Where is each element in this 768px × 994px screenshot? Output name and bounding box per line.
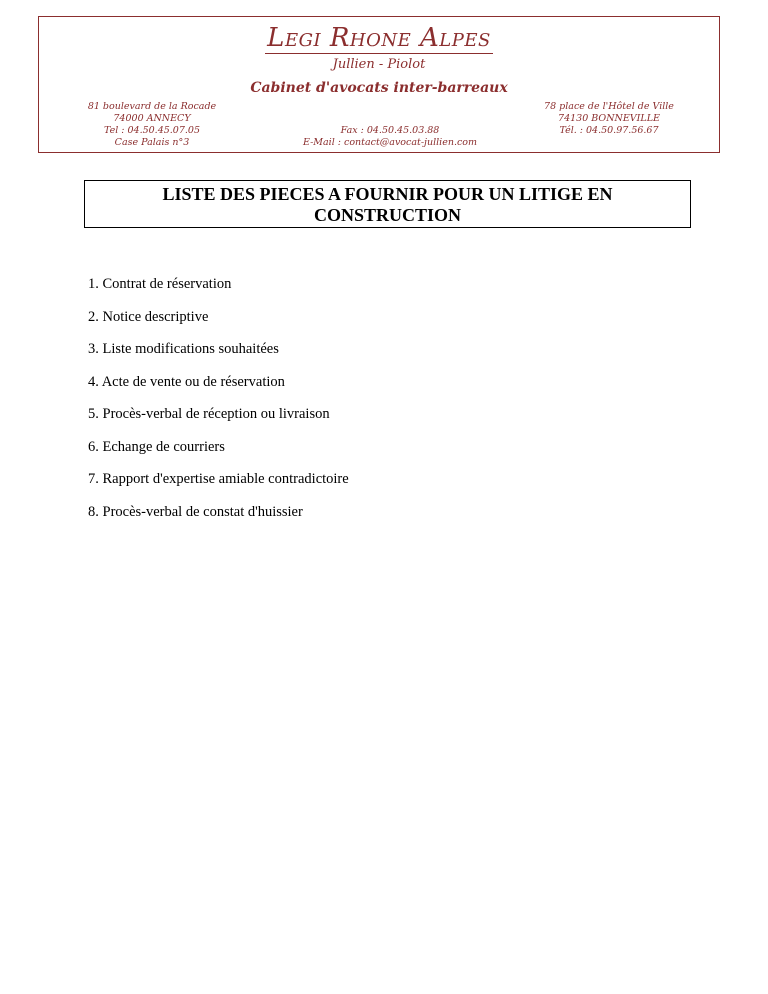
list-item: 7. Rapport d'expertise amiable contradictoire xyxy=(88,471,349,487)
letterhead xyxy=(38,16,720,153)
list-item: 8. Procès-verbal de constat d'huissier xyxy=(88,503,303,520)
list-item: 5. Procès-verbal de réception ou livraison xyxy=(88,406,330,422)
annecy-case-palais: Case Palais n°3 xyxy=(114,137,190,148)
fax-number: Fax : 04.50.45.03.88 xyxy=(340,125,440,136)
list-item: 2. Notice descriptive xyxy=(88,308,209,325)
partners-names: Jullien - Piolot xyxy=(332,57,426,72)
list-item: 6. Echange de courriers xyxy=(88,438,225,455)
title-line-2: CONSTRUCTION xyxy=(313,205,462,225)
bonneville-phone: Tél. : 04.50.97.56.67 xyxy=(559,125,659,136)
annecy-address xyxy=(67,101,237,149)
list-item: 4. Acte de vente ou de réservation xyxy=(88,373,285,390)
pieces-list xyxy=(88,275,349,535)
annecy-phone: Tel : 04.50.45.07.05 xyxy=(103,125,201,136)
annecy-street: 81 boulevard de la Rocade xyxy=(87,101,217,112)
brand-name: Legi Rhone Alpes xyxy=(267,23,491,53)
contact-info xyxy=(275,125,505,149)
title-line-1: LISTE DES PIECES A FOURNIR POUR UN LITIGE EN xyxy=(162,184,613,204)
list-item: 3. Liste modifications souhaitées xyxy=(88,341,279,357)
cabinet-subtitle: Cabinet d'avocats inter-barreaux xyxy=(250,80,508,96)
annecy-city: 74000 ANNECY xyxy=(113,113,191,124)
bonneville-street: 78 place de l'Hôtel de Ville xyxy=(544,101,674,112)
bonneville-address xyxy=(519,101,699,137)
list-item: 1. Contrat de réservation xyxy=(88,276,232,292)
document-title xyxy=(84,180,691,228)
email-address: E-Mail : contact@avocat-jullien.com xyxy=(302,137,478,148)
bonneville-city: 74130 BONNEVILLE xyxy=(558,113,660,124)
